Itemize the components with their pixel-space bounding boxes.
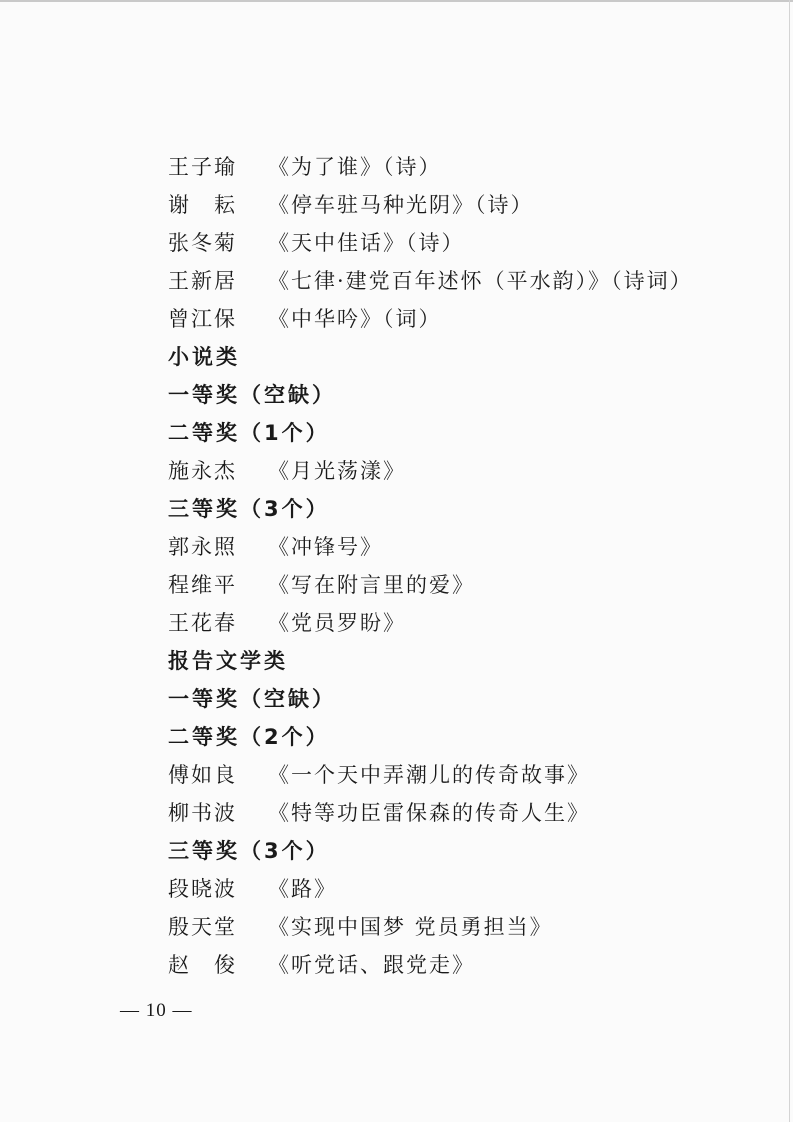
entry-title: 《冲锋号》 <box>268 535 383 559</box>
entry-title: 《实现中国梦 党员勇担当》 <box>268 915 553 939</box>
entry-line <box>168 224 768 262</box>
entry-author: 张冬菊 <box>168 231 237 255</box>
award-heading: 一等奖（空缺） <box>168 687 336 711</box>
entry-line <box>168 300 768 338</box>
entry-author: 柳书波 <box>168 801 237 825</box>
document-body <box>168 148 768 984</box>
award-heading: 一等奖（空缺） <box>168 383 336 407</box>
entry-author: 段晓波 <box>168 877 237 901</box>
entry-title: 《一个天中弄潮儿的传奇故事》 <box>268 763 590 787</box>
entry-title: 《听党话、跟党走》 <box>268 953 475 977</box>
entry-line <box>168 794 768 832</box>
entry-title: 《停车驻马种光阴》（诗） <box>268 193 534 217</box>
entry-line <box>168 148 768 186</box>
entry-title: 《特等功臣雷保森的传奇人生》 <box>268 801 590 825</box>
entry-title: 《中华吟》（词） <box>268 307 442 331</box>
entry-line <box>168 528 768 566</box>
entry-author: 谢 耘 <box>168 193 237 217</box>
entry-author: 程维平 <box>168 573 237 597</box>
entry-line <box>168 604 768 642</box>
entry-author: 施永杰 <box>168 459 237 483</box>
award-heading: 三等奖（3个） <box>168 839 330 863</box>
entry-line <box>168 870 768 908</box>
entry-title: 《为了谁》（诗） <box>268 155 442 179</box>
entry-author: 殷天堂 <box>168 915 237 939</box>
entry-title: 《写在附言里的爱》 <box>268 573 475 597</box>
entry-line <box>168 946 768 984</box>
entry-line <box>168 908 768 946</box>
award-heading: 二等奖（1个） <box>168 421 330 445</box>
page-right-edge <box>789 0 790 1122</box>
entry-title: 《七律·建党百年述怀（平水韵）》（诗词） <box>268 269 693 293</box>
entry-author: 曾江保 <box>168 307 237 331</box>
entry-author: 傅如良 <box>168 763 237 787</box>
entry-author: 王子瑜 <box>168 155 237 179</box>
entry-title: 《月光荡漾》 <box>268 459 406 483</box>
entry-title: 《党员罗盼》 <box>268 611 406 635</box>
entry-author: 王新居 <box>168 269 237 293</box>
entry-author: 郭永照 <box>168 535 237 559</box>
entry-line <box>168 756 768 794</box>
entry-line <box>168 186 768 224</box>
entry-title: 《天中佳话》（诗） <box>268 231 465 255</box>
award-heading: 三等奖（3个） <box>168 497 330 521</box>
page-number: — 10 — <box>120 1000 193 1021</box>
section-heading: 报告文学类 <box>168 649 288 673</box>
entry-author: 赵 俊 <box>168 953 237 977</box>
entry-title: 《路》 <box>268 877 337 901</box>
award-heading: 二等奖（2个） <box>168 725 330 749</box>
entry-line <box>168 262 768 300</box>
entry-line <box>168 566 768 604</box>
page-top-edge <box>0 0 793 2</box>
entry-author: 王花春 <box>168 611 237 635</box>
section-heading: 小说类 <box>168 345 240 369</box>
entry-line <box>168 452 768 490</box>
